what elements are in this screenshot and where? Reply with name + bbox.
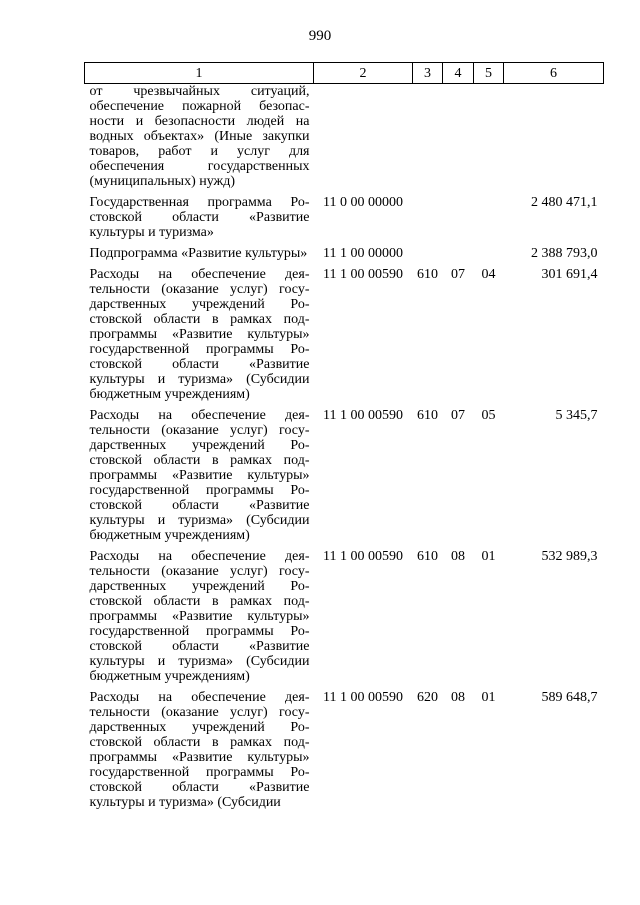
row-code: 11 1 00 00590: [323, 549, 403, 564]
table-row: [85, 549, 604, 690]
row-pr: 01: [481, 690, 496, 705]
page-number: 990: [308, 28, 332, 44]
header-col-4: 4: [443, 63, 474, 84]
row-vr: 620: [417, 690, 438, 705]
row-name: Расходы на обеспечение деятельности (оказание услуг) государственных учреждений Ростовской области в рамках подпрограммы «Развитие культуры» государственной программы Ростовской области «Развитие культуры и туризма» (Субсидии: [89, 690, 310, 810]
row-pr: [474, 84, 504, 196]
row-sum: 2 388 793,0: [531, 246, 598, 261]
table-body: [85, 84, 604, 817]
row-vr: [413, 195, 443, 246]
row-code: 11 1 00 00590: [323, 408, 403, 423]
row-pr: [474, 246, 504, 267]
row-name: Государственная программа Ростовской области «Развитие культуры и туризма»: [89, 195, 310, 240]
row-rz: 08: [451, 690, 465, 705]
row-code: [314, 84, 413, 196]
row-vr: [413, 84, 443, 196]
row-name: от чрезвычайных ситуаций, обеспечение пожарной безопасности и безопасности людей на водных объектах» (Иные закупки товаров, работ и услуг для обеспечения государственных (муниципальных) нужд): [89, 84, 310, 189]
table-row: [85, 246, 604, 267]
table-row: [85, 84, 604, 196]
row-rz: 07: [451, 408, 465, 423]
header-col-3: 3: [413, 63, 443, 84]
row-name: Расходы на обеспечение деятельности (оказание услуг) государственных учреждений Ростовской области в рамках подпрограммы «Развитие культуры» государственной программы Ростовской области «Развитие культуры и туризма» (Субсидии бюджетным учреждениям): [89, 549, 310, 684]
budget-table: [84, 62, 604, 816]
row-pr: 01: [481, 549, 496, 564]
row-rz: [443, 195, 474, 246]
row-code: 11 1 00 00590: [323, 690, 403, 705]
table-header: [85, 63, 604, 84]
row-vr: 610: [417, 267, 438, 282]
row-pr: [474, 195, 504, 246]
header-col-1: 1: [85, 63, 314, 84]
row-sum: [504, 84, 604, 196]
row-sum: 301 691,4: [541, 267, 598, 282]
row-code: 11 1 00 00000: [323, 246, 403, 261]
header-row: [85, 63, 604, 84]
row-sum: 532 989,3: [541, 549, 598, 564]
row-pr: 04: [481, 267, 496, 282]
row-code: 11 0 00 00000: [323, 195, 403, 210]
row-rz: 07: [451, 267, 465, 282]
header-col-5: 5: [474, 63, 504, 84]
row-name: Расходы на обеспечение деятельности (оказание услуг) государственных учреждений Ростовской области в рамках подпрограммы «Развитие культуры» государственной программы Ростовской области «Развитие культуры и туризма» (Субсидии бюджетным учреждениям): [89, 408, 310, 543]
header-col-6: 6: [504, 63, 604, 84]
row-rz: [443, 84, 474, 196]
table-row: [85, 690, 604, 816]
row-rz: 08: [451, 549, 465, 564]
row-name: Подпрограмма «Развитие культуры»: [89, 246, 308, 261]
row-sum: 5 345,7: [555, 408, 598, 423]
header-col-2: 2: [314, 63, 413, 84]
table-row: [85, 267, 604, 408]
row-sum: 2 480 471,1: [531, 195, 598, 210]
row-vr: [413, 246, 443, 267]
row-rz: [443, 246, 474, 267]
table-row: [85, 195, 604, 246]
row-pr: 05: [481, 408, 496, 423]
row-vr: 610: [417, 549, 438, 564]
row-name: Расходы на обеспечение деятельности (оказание услуг) государственных учреждений Ростовской области в рамках подпрограммы «Развитие культуры» государственной программы Ростовской области «Развитие культуры и туризма» (Субсидии бюджетным учреждениям): [89, 267, 310, 402]
row-code: 11 1 00 00590: [323, 267, 403, 282]
table-row: [85, 408, 604, 549]
row-vr: 610: [417, 408, 438, 423]
row-sum: 589 648,7: [541, 690, 598, 705]
